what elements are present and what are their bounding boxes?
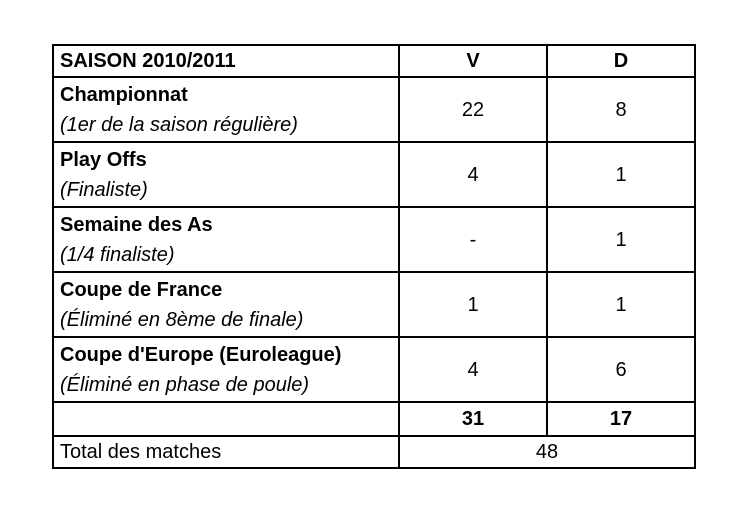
- competition-note: (1/4 finaliste): [60, 243, 175, 266]
- total-matches-row: [53, 436, 695, 468]
- competition-cell: [53, 272, 399, 337]
- competition-name: Semaine des As: [60, 213, 213, 236]
- totals-row: [53, 402, 695, 436]
- losses-value: 1: [547, 142, 695, 207]
- table-row: [53, 272, 695, 337]
- total-losses: 17: [547, 402, 695, 436]
- competition-cell: [53, 142, 399, 207]
- losses-value: 6: [547, 337, 695, 402]
- season-title: SAISON 2010/2011: [53, 45, 399, 77]
- losses-value: 8: [547, 77, 695, 142]
- competition-name: Championnat: [60, 83, 188, 106]
- competition-cell: [53, 337, 399, 402]
- competition-note: (Éliminé en phase de poule): [60, 373, 310, 396]
- competition-name: Play Offs: [60, 148, 147, 171]
- losses-value: 1: [547, 272, 695, 337]
- total-matches-value: 48: [399, 436, 695, 468]
- header-d: D: [547, 45, 695, 77]
- total-wins: 31: [399, 402, 547, 436]
- table-row: [53, 142, 695, 207]
- losses-value: 1: [547, 207, 695, 272]
- totals-empty-cell: [53, 402, 399, 436]
- table-row: [53, 207, 695, 272]
- header-v: V: [399, 45, 547, 77]
- wins-value: 1: [399, 272, 547, 337]
- total-matches-label: Total des matches: [53, 436, 399, 468]
- competition-note: (1er de la saison régulière): [60, 113, 298, 136]
- wins-value: -: [399, 207, 547, 272]
- header-row: [53, 45, 695, 77]
- table-row: [53, 77, 695, 142]
- wins-value: 22: [399, 77, 547, 142]
- table-row: [53, 337, 695, 402]
- competition-name: Coupe de France: [60, 278, 223, 301]
- wins-value: 4: [399, 337, 547, 402]
- competition-note: (Finaliste): [60, 178, 148, 201]
- competition-note: (Éliminé en 8ème de finale): [60, 308, 304, 331]
- competition-cell: [53, 77, 399, 142]
- competition-cell: [53, 207, 399, 272]
- competition-name: Coupe d'Europe (Euroleague): [60, 343, 342, 366]
- season-stats-table: [52, 44, 696, 469]
- wins-value: 4: [399, 142, 547, 207]
